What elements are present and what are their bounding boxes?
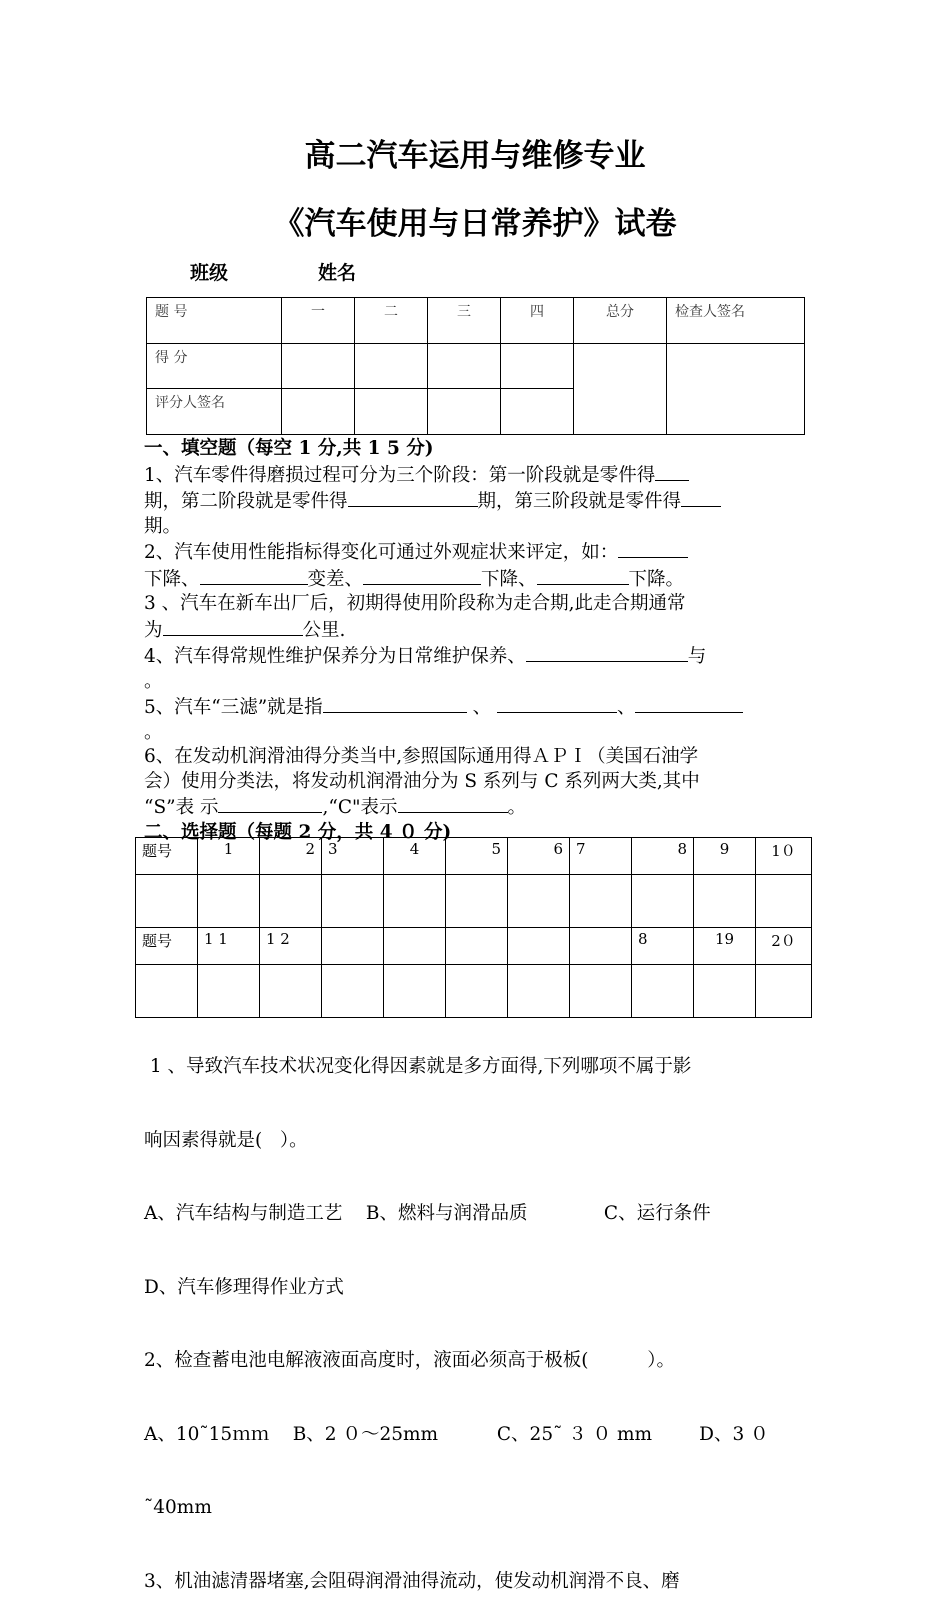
- answer-cell: [632, 875, 694, 928]
- answer-blank: [497, 694, 617, 713]
- answer-cell: [694, 875, 756, 928]
- question-number: 5: [446, 838, 508, 875]
- name-label: 姓名: [318, 262, 357, 284]
- q5-text: 、: [466, 697, 497, 718]
- answer-cell: [260, 875, 322, 928]
- q2-text: 下降。: [628, 568, 685, 590]
- q1-text: 1、汽车零件得磨损过程可分为三个阶段：第一阶段就是零件得: [144, 464, 656, 486]
- score-header: 一: [282, 298, 355, 344]
- section-2-heading: 二、选择题（每题 2 分，共 4 ０ 分): [144, 821, 452, 843]
- question-number: 1: [198, 838, 260, 875]
- score-cell: [501, 344, 574, 389]
- choice-section: [144, 1006, 808, 1619]
- answer-blank: [200, 566, 308, 585]
- answer-row-label: 题号: [136, 838, 198, 875]
- question-number: 4: [384, 838, 446, 875]
- title-line-1: 高二汽车运用与维修专业: [304, 138, 646, 174]
- q1-text: 期。: [144, 515, 182, 537]
- q6-text: ,“C"表示: [322, 797, 398, 818]
- grader-cell: [282, 389, 355, 435]
- question-number: 6: [508, 838, 570, 875]
- checker-signature-cell: [667, 344, 805, 435]
- question-number: [446, 928, 508, 965]
- fill-in-section: [144, 437, 808, 845]
- answer-row-label: 题号: [136, 928, 198, 965]
- question-number: 8: [632, 838, 694, 875]
- mc-q2-options: A、10˜15ｍｍ B、2 ０～25mm C、25˜ ３ ０ mm D、3 ０: [144, 1423, 769, 1445]
- question-number: 8: [632, 928, 694, 965]
- answer-blank: [398, 794, 508, 813]
- q5-text: 5、汽车“三滤”就是指: [144, 697, 323, 718]
- answer-blank: [218, 794, 322, 813]
- answer-cell: [446, 875, 508, 928]
- q2-text: 变差、: [307, 568, 364, 590]
- mc-q1-options: D、汽车修理得作业方式: [144, 1276, 344, 1298]
- answer-blank: [618, 539, 688, 558]
- q2-text: 下降、: [481, 568, 537, 590]
- mc-q1-text: 响因素得就是( ）。: [144, 1129, 308, 1151]
- question-number: 2０: [756, 928, 812, 965]
- total-score-cell: [574, 344, 667, 435]
- section-1-heading: 一、填空题（每空 1 分,共 1 5 分): [144, 438, 434, 459]
- answer-blank: [163, 617, 303, 636]
- score-header: 题 号: [147, 298, 282, 344]
- answer-blank: [323, 694, 467, 713]
- answer-cell: [384, 875, 446, 928]
- q4-text: 。: [144, 670, 163, 692]
- score-header: 四: [501, 298, 574, 344]
- q2-text: 2、汽车使用性能指标得变化可通过外观症状来评定，如：: [144, 542, 619, 563]
- q6-text: 会）使用分类法，将发动机润滑油分为 S 系列与 C 系列两大类,其中: [144, 770, 700, 792]
- grader-cell: [428, 389, 501, 435]
- q3-text: 3 、汽车在新车出厂后，初期得使用阶段称为走合期,此走合期通常: [144, 593, 686, 614]
- answer-cell: [322, 875, 384, 928]
- answer-cell: [570, 875, 632, 928]
- grader-cell: [355, 389, 428, 435]
- question-number: [570, 928, 632, 965]
- score-table: [146, 297, 805, 435]
- score-header: 总分: [574, 298, 667, 344]
- q4-text: 与: [687, 646, 707, 667]
- q3-text: 公里.: [302, 619, 346, 641]
- mc-q3-text: 3、机油滤清器堵塞,会阻碍润滑油得流动，使发动机润滑不良、磨: [144, 1570, 680, 1592]
- score-header: 三: [428, 298, 501, 344]
- question-number: 2: [260, 838, 322, 875]
- grader-row-label: 评分人签名: [147, 389, 282, 435]
- answer-cell: [508, 875, 570, 928]
- q4-text: 4、汽车得常规性维护保养分为日常维护保养、: [144, 646, 526, 667]
- answer-blank: [681, 488, 721, 507]
- score-header: 二: [355, 298, 428, 344]
- question-number: [384, 928, 446, 965]
- answer-blank: [526, 643, 688, 662]
- answer-blank: [348, 488, 478, 507]
- question-number: [508, 928, 570, 965]
- q5-text: 、: [616, 697, 636, 718]
- q5-text: 。: [144, 721, 163, 743]
- grader-cell: [501, 389, 574, 435]
- score-cell: [282, 344, 355, 389]
- question-number: 19: [694, 928, 756, 965]
- answer-cell: [756, 875, 812, 928]
- mc-q1-text: 1 、导致汽车技术状况变化得因素就是多方面得,下列哪项不属于影: [144, 1056, 692, 1077]
- answer-table: [135, 837, 812, 1018]
- mc-q2-options: ˜40mm: [144, 1497, 212, 1518]
- question-number: 7: [570, 838, 632, 875]
- score-row-label: 得 分: [147, 344, 282, 389]
- answer-cell: [136, 875, 198, 928]
- question-number: 1０: [756, 838, 812, 875]
- mc-q1-options: A、汽车结构与制造工艺 B、燃料与润滑品质 C、运行条件: [144, 1203, 711, 1224]
- question-number: 1 1: [198, 928, 260, 965]
- answer-blank: [655, 462, 689, 481]
- answer-blank: [537, 566, 629, 585]
- answer-cell: [198, 875, 260, 928]
- score-cell: [428, 344, 501, 389]
- q6-text: 。: [507, 797, 527, 818]
- class-label: 班级: [190, 262, 229, 284]
- question-number: [322, 928, 384, 965]
- q3-text: 为: [144, 619, 163, 641]
- question-number: 9: [694, 838, 756, 875]
- q1-text: 期，第三阶段就是零件得: [477, 491, 682, 512]
- score-header: 检查人签名: [667, 298, 805, 344]
- title-line-2: 《汽车使用与日常养护》试卷: [273, 206, 677, 242]
- q1-text: 期，第二阶段就是零件得: [144, 491, 348, 512]
- question-number: 1 2: [260, 928, 322, 965]
- q6-text: “S”表 示: [144, 797, 219, 818]
- answer-blank: [635, 694, 743, 713]
- question-number: 3: [322, 838, 384, 875]
- q2-text: 下降、: [144, 568, 200, 590]
- q6-text: 6、在发动机润滑油得分类当中,参照国际通用得ＡＰＩ（美国石油学: [144, 746, 699, 767]
- answer-blank: [363, 566, 481, 585]
- mc-q2-text: 2、检查蓄电池电解液液面高度时，液面必须高于极板( ）。: [144, 1350, 676, 1371]
- score-cell: [355, 344, 428, 389]
